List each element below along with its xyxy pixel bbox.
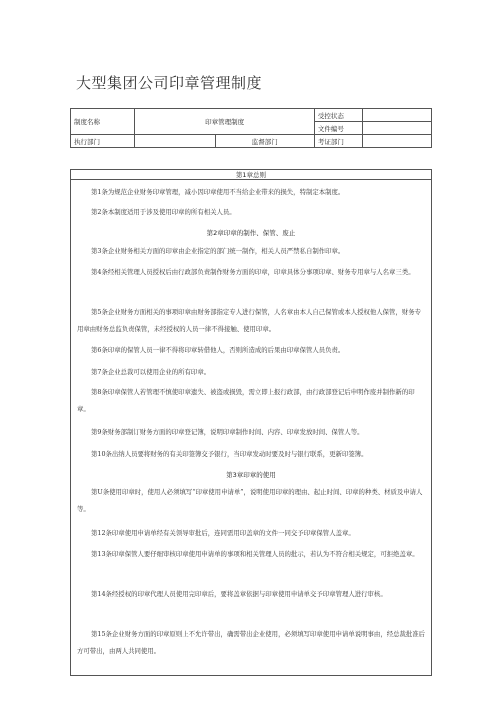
article-1: 第1条为规范企业财务印章管理，减小因印章使用不当给企业带来的损失，特制定本制度。 bbox=[91, 188, 345, 196]
article-6: 第6条印章的保管人员一律不得将印章转借他人，否则所造成的后果由印章保管人员负责。 bbox=[91, 346, 345, 354]
verifying-dept-label: 考证部门 bbox=[314, 135, 362, 148]
document-body bbox=[70, 180, 432, 676]
document-meta-table bbox=[70, 108, 432, 148]
article-11: 第U条使用印章时，使用人必须填写“印章使用申请单”，说明使用印章的理由、起止时间、印章的种类、材质及申请人等。 bbox=[77, 488, 423, 513]
article-8: 第8条印章保管人若管理不慎使印章遗失、被盗或损毁，需立即上报行政部，由行政部登记后申明作废并制作新的印章。 bbox=[77, 388, 415, 413]
article-15: 第15条企业财务方面的印章原则上不允许带出，确需带出企业使用，必须填写印章使用申请单说明事由，经总裁批准后方可带出，由两人共同使用。 bbox=[77, 630, 426, 655]
chapter-1-title: 第1章总则 bbox=[70, 169, 432, 180]
executing-dept-label: 执行部门 bbox=[71, 135, 135, 148]
article-13: 第13条印章保管人要仔细审核印章使用申请单的事项和相关管理人员的批示，若认为不符合相关规定，可拒绝盖章。 bbox=[91, 550, 419, 558]
verifying-dept-value bbox=[362, 135, 431, 148]
article-3: 第3条企业财务相关方面的印章由企业指定的部门统一制作，相关人员严禁私自制作印章。 bbox=[91, 247, 345, 255]
chapter-3-title: 第3章印章的使用 bbox=[226, 471, 276, 479]
article-12: 第12条印章使用申请单经有关领导审批后，连同需用印盖章的文件一同交予印章保管人盖章。 bbox=[91, 529, 355, 537]
article-9: 第9条财务部制订财务方面的印章登记簿，说明印章制作时间、内容、印章发放时间、保管人等。 bbox=[91, 428, 364, 436]
controlled-status-value bbox=[362, 109, 431, 122]
chapter-2-title: 第2章印章的制作、保管、废止 bbox=[206, 229, 296, 237]
doc-number-value bbox=[362, 122, 431, 135]
article-10: 第10条出纳人员要将财务的有关印签簿交予银行，当印章发动时要及时与银行联系，更新印签簿。 bbox=[91, 450, 368, 458]
document-title: 大型集团公司印章管理制度 bbox=[76, 74, 263, 92]
controlled-status-label: 受控状态 bbox=[314, 109, 362, 122]
supervising-dept-label: 监督部门 bbox=[215, 135, 314, 148]
article-14: 第14条经授权的印章代理人员使用完印章后，要将盖章依据与印章使用申请单交予印章管理人进行审核。 bbox=[91, 590, 387, 598]
article-4: 第4条经相关管理人员授权后由行政部负责制作财务方面的印章，印章具体分事项印章、财务专用章与人名章三类。 bbox=[91, 268, 415, 276]
article-7: 第7条企业总裁可以使用企业的所有印章。 bbox=[91, 368, 211, 376]
rule-name-label: 制度名称 bbox=[71, 109, 135, 135]
rule-name-value: 印章管理制度 bbox=[135, 109, 314, 135]
executing-dept-value bbox=[135, 135, 215, 148]
doc-number-label: 文件编号 bbox=[314, 122, 362, 135]
article-2: 第2条本制度适用于涉及使用印章的所有相关人员。 bbox=[91, 208, 236, 216]
article-5: 第5条企业财务方面相关的事项印章由财务部指定专人进行保管，人名章由本人自己保管或本人授权他人保管，财务专用章由财务总监负责保管，未经授权的人员一律不得接触、使用印章。 bbox=[77, 308, 421, 333]
